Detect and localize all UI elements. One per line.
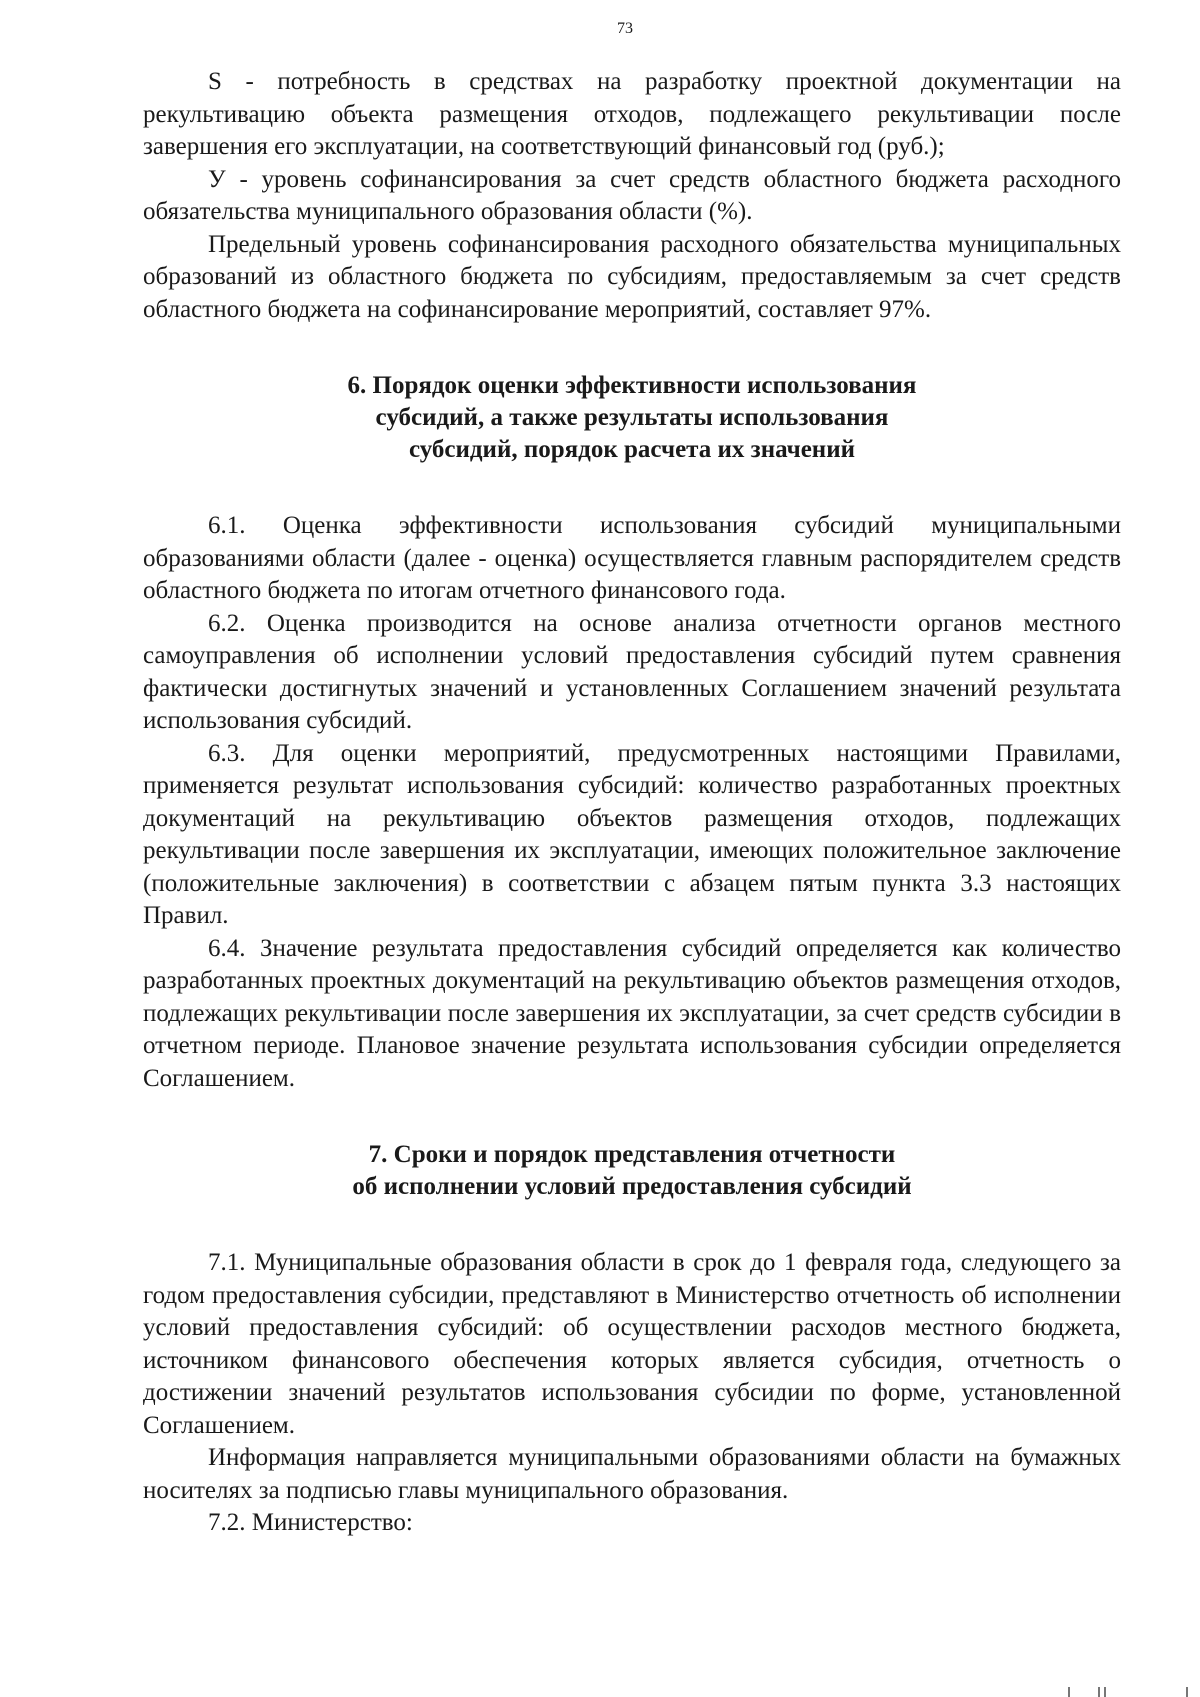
paragraph-u-definition: У - уровень софинансирования за счет средств областного бюджета расходного обязательства муниципального образования области (%). <box>143 165 1121 225</box>
page-number: 73 <box>617 20 633 37</box>
section-6-heading <box>143 370 1121 466</box>
paragraph-6-3: 6.3. Для оценки мероприятий, предусмотренных настоящими Правилами, применяется результат использования субсидий: количество разработанных проектных документаций на рекультивацию объектов размещения отходов, подлежащих рекультивации после завершения их эксплуатации, имеющих положительное заключение (положительные заключения) в соответствии с абзацем пятым пункта 3.3 настоящих Правил. <box>143 739 1121 929</box>
section-7-heading-line: 7. Сроки и порядок представления отчетности <box>368 1141 896 1168</box>
section-6-heading-line: субсидий, порядок расчета их значений <box>408 436 856 463</box>
paragraph-7-2: 7.2. Министерство: <box>208 1509 413 1536</box>
scan-artifact <box>1068 1687 1070 1697</box>
scan-artifact <box>1186 1687 1188 1697</box>
section-6-heading-line: 6. Порядок оценки эффективности использования <box>347 372 917 399</box>
paragraph-6-4: 6.4. Значение результата предоставления субсидий определяется как количество разработанных проектных документаций на рекультивацию объектов размещения отходов, подлежащих рекультивации после завершения их эксплуатации, за счет средств субсидии в отчетном периоде. Плановое значение результата использования субсидии определяется Соглашением. <box>143 934 1121 1092</box>
document-body <box>143 66 1121 1540</box>
scan-artifact <box>1098 1687 1100 1697</box>
section-7-heading <box>143 1139 1121 1203</box>
paragraph-6-1: 6.1. Оценка эффективности использования субсидий муниципальными образованиями области (далее - оценка) осуществляется главным распорядителем средств областного бюджета по итогам отчетного финансового года. <box>143 512 1121 604</box>
section-6-heading-line: субсидий, а также результаты использования <box>375 404 889 431</box>
paragraph-information: Информация направляется муниципальными образованиями области на бумажных носителях за подписью главы муниципального образования. <box>143 1444 1121 1504</box>
paragraph-7-1: 7.1. Муниципальные образования области в срок до 1 февраля года, следующего за годом предоставления субсидии, представляют в Министерство отчетность об исполнении условий предоставления субсидий: об осуществлении расходов местного бюджета, источником финансового обеспечения которых является субсидия, отчетность о достижении значений результатов использования субсидии по форме, установленной Соглашением. <box>143 1249 1121 1439</box>
paragraph-6-2: 6.2. Оценка производится на основе анализа отчетности органов местного самоуправления об исполнении условий предоставления субсидий путем сравнения фактически достигнутых значений и установленных Соглашением значений результата использования субсидий. <box>143 609 1121 734</box>
paragraph-s-definition: S - потребность в средствах на разработку проектной документации на рекультивацию объекта размещения отходов, подлежащего рекультивации после завершения его эксплуатации, на соответствующий финансовый год (руб.); <box>143 68 1121 160</box>
section-7-heading-line: об исполнении условий предоставления субсидий <box>352 1173 912 1200</box>
paragraph-cofinancing-limit: Предельный уровень софинансирования расходного обязательства муниципальных образований из областного бюджета по субсидиям, предоставляемым за счет средств областного бюджета на софинансирование мероприятий, составляет 97%. <box>143 230 1121 323</box>
scan-artifact <box>1104 1687 1106 1697</box>
